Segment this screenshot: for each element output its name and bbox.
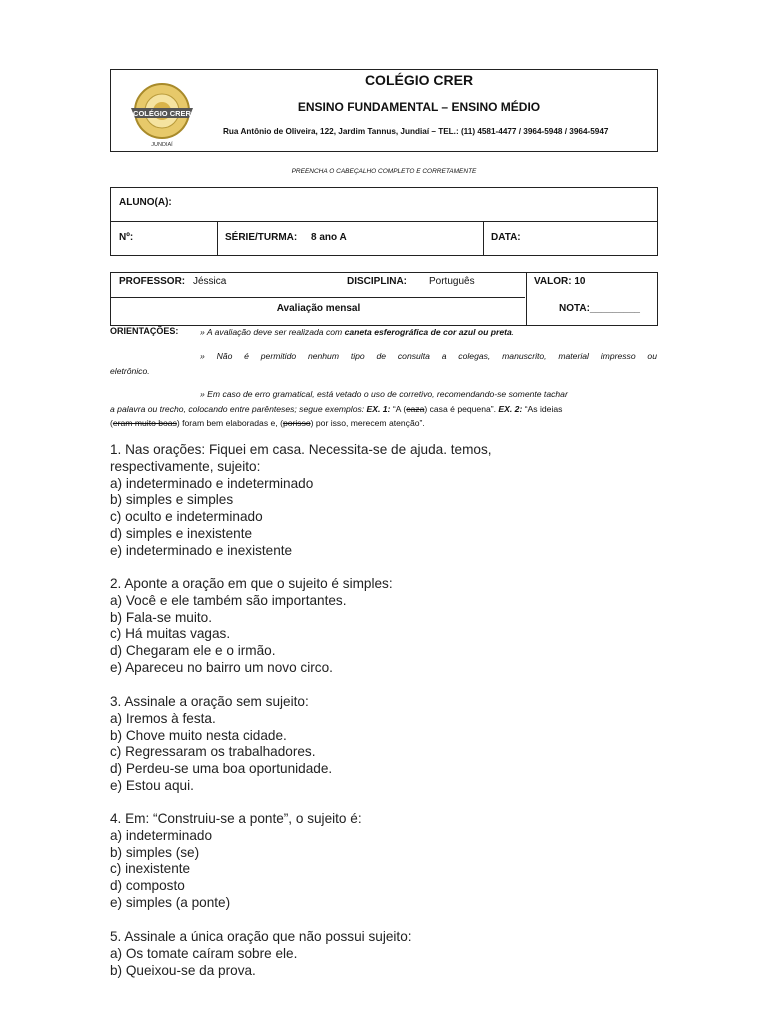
example-text: ) foram bem elaboradas e, (: [176, 418, 283, 428]
example-text: (: [110, 418, 113, 428]
orientation-item-2-cont: eletrônico.: [110, 366, 150, 376]
question-text: 1. Nas orações: Fiquei em casa. Necessita-se de ajuda. temos,: [110, 442, 492, 457]
answer-option: c) oculto e indeterminado: [110, 509, 263, 525]
question-4: [110, 811, 362, 912]
answer-option: a) indeterminado: [110, 827, 213, 843]
school-name: COLÉGIO CRER: [364, 72, 474, 88]
question-text: 4. Em: “Construiu-se a ponte”, o sujeito é:: [110, 811, 362, 826]
answer-option: b) simples e simples: [110, 492, 234, 508]
answer-option: e) indeterminado e inexistente: [110, 542, 293, 558]
class-label: SÉRIE/TURMA:: [225, 232, 298, 243]
question-5: [110, 929, 412, 979]
divider: [111, 221, 657, 222]
logo-city-text: JUNDIAÍ: [151, 142, 173, 148]
orientation-item-3-line3: [110, 418, 425, 428]
orientation-item-1: [200, 327, 514, 337]
student-info-box: [110, 187, 658, 256]
exam-type: Avaliação mensal: [276, 303, 361, 314]
question-1: [110, 442, 492, 560]
exam-info-box: [110, 272, 658, 326]
struck-word: porisso: [282, 418, 311, 428]
example-text: “A (: [390, 404, 407, 414]
example-label: EX. 1:: [366, 404, 391, 414]
orientation-item-3: » Em caso de erro gramatical, está vetado o uso de corretivo, recomendando-se somente tachar: [200, 389, 568, 399]
orientation-text: » A avaliação deve ser realizada com: [200, 327, 345, 337]
fill-instruction: PREENCHA O CABEÇALHO COMPLETO E CORRETAMENTE: [291, 168, 477, 175]
struck-word: caza: [406, 404, 425, 414]
answer-option: d) Perdeu-se uma boa oportunidade.: [110, 761, 333, 777]
answer-option: e) simples (a ponte): [110, 894, 231, 910]
subject-label: DISCIPLINA:: [347, 276, 407, 287]
grade-label: NOTA:_________: [559, 303, 640, 314]
answer-option: c) Há muitas vagas.: [110, 626, 231, 642]
question-text: 5. Assinale a única oração que não possui sujeito:: [110, 929, 412, 944]
answer-option: e) Apareceu no bairro um novo circo.: [110, 659, 333, 675]
school-header: [110, 69, 658, 152]
answer-option: c) Regressaram os trabalhadores.: [110, 744, 316, 760]
student-name-label: ALUNO(A):: [119, 197, 172, 208]
date-label: DATA:: [491, 232, 521, 243]
student-number-label: Nº:: [119, 232, 134, 243]
professor-label: PROFESSOR:: [119, 276, 186, 287]
answer-option: d) composto: [110, 878, 185, 894]
struck-word: eram muito boas: [112, 418, 177, 428]
question-2: [110, 576, 393, 677]
exam-value-label: VALOR: 10: [534, 276, 586, 287]
orientations-label: ORIENTAÇÕES:: [110, 326, 179, 336]
answer-option: b) simples (se): [110, 844, 200, 860]
answer-option: a) indeterminado e indeterminado: [110, 475, 314, 491]
orientation-item-3-line2: [110, 404, 562, 414]
example-text: ) casa é pequena”.: [424, 404, 499, 414]
answer-option: b) Fala-se muito.: [110, 609, 212, 625]
answer-option: b) Queixou-se da prova.: [110, 962, 256, 978]
answer-option: d) Chegaram ele e o irmão.: [110, 643, 276, 659]
divider: [526, 273, 527, 325]
subject-value: Português: [429, 276, 475, 287]
example-label: EX. 2:: [498, 404, 523, 414]
divider: [111, 297, 525, 298]
professor-value: Jéssica: [193, 276, 227, 287]
question-text: 2. Aponte a oração em que o sujeito é simples:: [110, 576, 393, 591]
answer-option: e) Estou aqui.: [110, 777, 194, 793]
orientation-item-2: » Não é permitido nenhum tipo de consulta a colegas, manuscrito, material impresso ou: [200, 351, 657, 361]
example-text: ) por isso, merecem atenção”.: [310, 418, 425, 428]
question-3: [110, 694, 332, 795]
question-text: 3. Assinale a oração sem sujeito:: [110, 694, 309, 709]
answer-option: d) simples e inexistente: [110, 525, 253, 541]
question-text: respectivamente, sujeito:: [110, 458, 261, 474]
answer-option: c) inexistente: [110, 861, 191, 877]
logo-banner-text: COLÉGIO CRER: [133, 109, 191, 118]
answer-option: a) Os tomate caíram sobre ele.: [110, 945, 298, 961]
example-text: “As ideias: [522, 404, 563, 414]
answer-option: b) Chove muito nesta cidade.: [110, 727, 287, 743]
orientation-text: .: [511, 327, 515, 337]
class-value: 8 ano A: [311, 232, 347, 243]
orientation-emphasis: caneta esferográfica de cor azul ou preta: [344, 327, 512, 337]
divider: [217, 221, 218, 255]
divider: [483, 221, 484, 255]
orientation-text: a palavra ou trecho, colocando entre parênteses; segue exemplos:: [110, 404, 367, 414]
school-address: Rua Antônio de Oliveira, 122, Jardim Tannus, Jundiaí – TEL.: (11) 4581-4477 / 3964-5948 / 3964-5947: [223, 127, 609, 136]
answer-option: a) Você e ele também são importantes.: [110, 592, 347, 608]
education-levels: ENSINO FUNDAMENTAL – ENSINO MÉDIO: [297, 100, 541, 114]
answer-option: a) Iremos à festa.: [110, 710, 216, 726]
